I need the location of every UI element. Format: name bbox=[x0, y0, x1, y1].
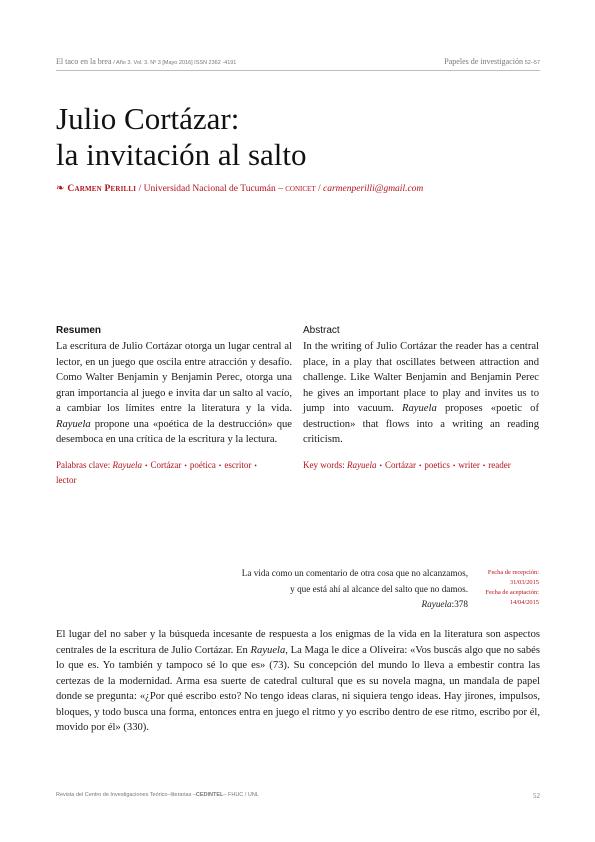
bullet-icon: • bbox=[254, 461, 257, 470]
abstract-heading-en: Abstract bbox=[303, 325, 340, 336]
page-number: 52 bbox=[533, 792, 540, 800]
body-paragraph: El lugar del no saber y la búsqueda incesante de respuesta a los enigmas de la vida en la literatura son aspectos centrales de la escritura de Julio Cortázar. En Rayuela, La Maga le dice a Oliveira: «Vos buscás algo que no sabés lo que es. Yo también y tampoco sé lo que es» (73). Su concepción del mundo lo lleva a embestir contra las certezas de la modernidad. Arma esa suerte de catedral cultural que es su novela magna, un mandala de papel donde se pregunta: «¿Por qué escribo esto? No tengo ideas claras, ni siquiera tengo ideas. Hay jirones, impulsos, bloques, y todo busca una forma, entonces entra en juego el ritmo y yo escribo dentro de ese ritmo, escribo por él, movido por él» (330). bbox=[56, 629, 541, 733]
bullet-icon: • bbox=[418, 461, 422, 470]
header-right bbox=[444, 57, 540, 66]
author-name: Carmen Perilli bbox=[67, 184, 137, 194]
section-name: Papeles de investigación bbox=[444, 57, 523, 66]
submission-dates bbox=[459, 568, 539, 608]
header-left bbox=[56, 57, 236, 66]
journal-name: El taco en la brea bbox=[56, 57, 112, 66]
received-label: Fecha de recepción: bbox=[487, 569, 539, 576]
affiliation-org: conicet bbox=[285, 184, 316, 194]
abstract-english bbox=[303, 325, 539, 473]
page-range: 52–57 bbox=[524, 60, 540, 66]
abstract-text-es: La escritura de Julio Cortázar otorga un lugar central al lector, en un juego que oscila entre atracción y desafío. Como Walter Benjamin y Benjamin Perec, otorga una gran importancia al juego e invita dar un salto al vacío, a cambiar los límites entre la literatura y la vida. Rayuela propone una «poética de la destrucción» que desemboca en una crítica de la escritura y la lectura. bbox=[56, 341, 292, 445]
keyword: lector bbox=[56, 474, 77, 485]
running-footer bbox=[56, 792, 540, 802]
keyword: poetics bbox=[424, 459, 450, 470]
epigraph bbox=[148, 566, 468, 613]
byline bbox=[56, 183, 423, 194]
bullet-icon: • bbox=[452, 461, 456, 470]
rayuela-title: Rayuela bbox=[56, 418, 91, 430]
author-email[interactable]: carmenperilli@gmail.com bbox=[323, 184, 424, 194]
title-line-2: la invitación al salto bbox=[56, 137, 307, 172]
accepted-date: 14/04/2015 bbox=[509, 599, 539, 606]
epigraph-line-2: y que está ahí al alcance del salto que no damos. bbox=[290, 583, 468, 594]
keyword: Rayuela bbox=[112, 459, 142, 470]
fleuron-icon: ❧ bbox=[56, 183, 65, 194]
issue-info: / Año 3. Vol. 3. Nº 3 [Mayo 2016] ISSN 2362 -4191 bbox=[113, 60, 237, 66]
keywords-label-es: Palabras clave: bbox=[56, 459, 111, 470]
bullet-icon: • bbox=[144, 461, 148, 470]
keywords-label-en: Key words: bbox=[303, 459, 345, 470]
byline-separator: / bbox=[315, 184, 323, 194]
abstract-spanish bbox=[56, 325, 292, 487]
keyword: Cortázar bbox=[150, 459, 182, 470]
affiliation: Universidad Nacional de Tucumán – bbox=[143, 184, 283, 194]
title-line-1: Julio Cortázar: bbox=[56, 101, 240, 136]
footer-org: CEDINTEL bbox=[195, 792, 224, 798]
abstract-heading-es: Resumen bbox=[56, 325, 102, 336]
epigraph-line-1: La vida como un comentario de otra cosa que no alcanzamos, bbox=[241, 568, 468, 578]
bullet-icon: • bbox=[379, 461, 382, 470]
footer-journal: Revista del Centro de Investigaciones Teórico–literarias –CEDINTEL– FHUC / UNL bbox=[56, 792, 259, 798]
byline-separator: / bbox=[136, 184, 144, 194]
bullet-icon: • bbox=[218, 461, 222, 470]
epigraph-source: Rayuela:378 bbox=[421, 599, 468, 609]
keyword: poética bbox=[189, 459, 216, 470]
keyword: escritor bbox=[224, 459, 252, 470]
rayuela-title: Rayuela bbox=[402, 403, 437, 414]
received-date: 31/03/2015 bbox=[509, 579, 539, 586]
bullet-icon: • bbox=[482, 461, 486, 470]
keyword: writer bbox=[458, 459, 480, 470]
abstract-text-en: In the writing of Julio Cortázar the reader has a central place, in a play that oscillates between attraction and challenge. Like Walter Benjamin and Benjamin Perec he gives an important place to play and invites us to jump into vacuum. Rayuela proposes «poetic of destruction» that flows into a writing an reading criticism. bbox=[303, 341, 539, 445]
keywords-es bbox=[56, 458, 292, 487]
running-header bbox=[56, 57, 540, 69]
accepted-label: Fecha de aceptación: bbox=[485, 589, 539, 596]
header-rule bbox=[56, 70, 540, 71]
keywords-en bbox=[303, 458, 539, 473]
bullet-icon: • bbox=[184, 461, 187, 470]
article-title bbox=[56, 101, 307, 173]
keyword: reader bbox=[488, 459, 511, 470]
rayuela-title: Rayuela bbox=[250, 644, 286, 656]
keyword: Rayuela bbox=[347, 459, 377, 470]
keyword: Cortázar bbox=[384, 459, 416, 470]
